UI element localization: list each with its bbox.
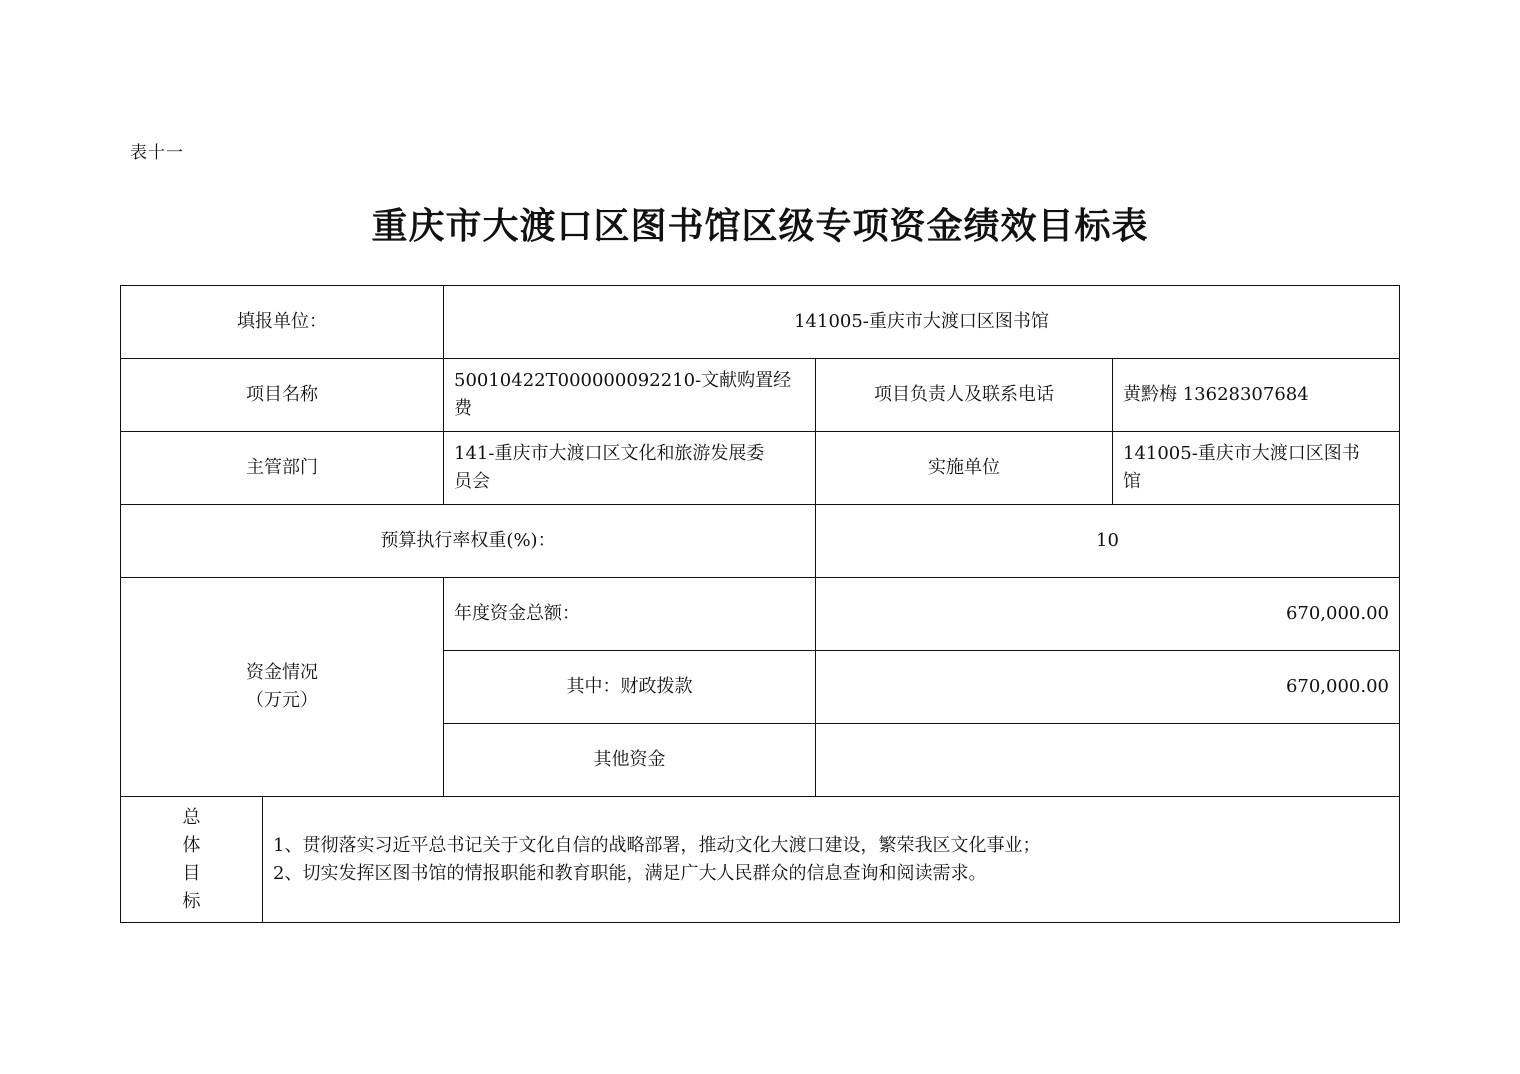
department-value-line2: 员会 bbox=[454, 471, 490, 492]
project-name-value-text: 50010422T000000092210-文献购置经费 bbox=[454, 370, 792, 419]
annual-total-label-text: 年度资金总额： bbox=[454, 603, 580, 624]
other-funds-value bbox=[816, 724, 1399, 796]
project-leader-value bbox=[1113, 359, 1399, 431]
table-number-label: 表十一 bbox=[130, 143, 184, 163]
project-leader-label bbox=[816, 359, 1112, 431]
goal-label-char: 总 bbox=[182, 806, 201, 828]
budget-weight-value bbox=[816, 505, 1399, 577]
goal-label-char: 目 bbox=[182, 862, 201, 884]
goal-label-char: 体 bbox=[182, 834, 201, 856]
department-value bbox=[444, 432, 815, 504]
overall-goal-label bbox=[121, 797, 262, 922]
budget-weight-label-text: 预算执行率权重(%)： bbox=[380, 530, 556, 551]
overall-goal-line2: 2、切实发挥区图书馆的情报职能和教育职能，满足广大人民群众的信息查询和阅读需求。 bbox=[273, 862, 987, 884]
overall-goal-line1: 1、贯彻落实习近平总书记关于文化自信的战略部署，推动文化大渡口建设，繁荣我区文化事业； bbox=[273, 834, 1041, 856]
project-leader-label-text: 项目负责人及联系电话 bbox=[874, 384, 1054, 405]
annual-total-label bbox=[444, 578, 815, 650]
impl-unit-value-line2: 馆 bbox=[1123, 471, 1141, 492]
impl-unit-label bbox=[816, 432, 1112, 504]
impl-unit-value-line1: 141005-重庆市大渡口区图书 bbox=[1123, 443, 1360, 464]
impl-unit-value bbox=[1113, 432, 1399, 504]
department-value-line1: 141-重庆市大渡口区文化和旅游发展委 bbox=[454, 443, 765, 464]
project-name-value bbox=[444, 359, 815, 431]
filling-unit-value bbox=[444, 286, 1399, 358]
fiscal-appropriation-value-text: 670,000.00 bbox=[1285, 676, 1389, 697]
budget-weight-value-text: 10 bbox=[1096, 530, 1119, 551]
other-funds-label bbox=[444, 724, 815, 796]
performance-goal-table bbox=[120, 285, 1400, 923]
filling-unit-label-text: 填报单位： bbox=[237, 311, 327, 332]
budget-weight-label bbox=[121, 505, 815, 577]
filling-unit-value-text: 141005-重庆市大渡口区图书馆 bbox=[794, 311, 1049, 332]
other-funds-label-text: 其他资金 bbox=[593, 749, 666, 770]
goal-label-char: 标 bbox=[182, 890, 201, 912]
funds-label-line1: 资金情况 bbox=[246, 662, 318, 683]
department-label bbox=[121, 432, 443, 504]
overall-goal-content bbox=[263, 797, 1399, 922]
filling-unit-label bbox=[121, 286, 443, 358]
annual-total-value bbox=[816, 578, 1399, 650]
page-title: 重庆市大渡口区图书馆区级专项资金绩效目标表 bbox=[371, 205, 1149, 247]
project-leader-value-text: 黄黔梅 13628307684 bbox=[1123, 384, 1309, 405]
project-name-label-text: 项目名称 bbox=[246, 384, 318, 405]
department-label-text: 主管部门 bbox=[246, 457, 318, 478]
fiscal-appropriation-label-text: 其中：财政拨款 bbox=[566, 676, 693, 697]
fiscal-appropriation-value bbox=[816, 651, 1399, 723]
impl-unit-label-text: 实施单位 bbox=[928, 457, 1000, 478]
fiscal-appropriation-label bbox=[444, 651, 815, 723]
funds-label-line2: （万元） bbox=[246, 690, 318, 711]
project-name-label bbox=[121, 359, 443, 431]
annual-total-value-text: 670,000.00 bbox=[1285, 603, 1389, 624]
funds-label bbox=[121, 578, 443, 796]
